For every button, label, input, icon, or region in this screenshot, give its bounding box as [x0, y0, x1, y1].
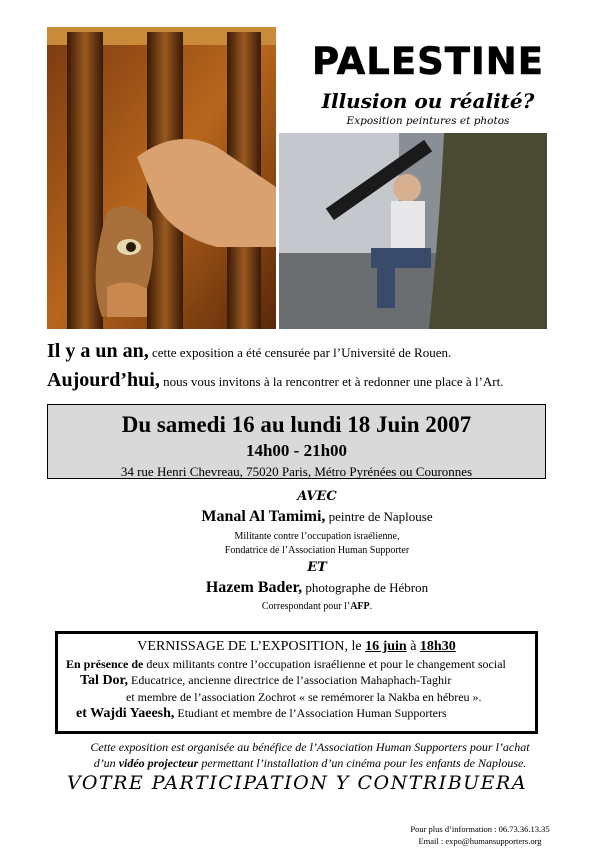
guest1-desc-2: et membre de l’association Zochrot « se remémorer la Nakba en hébreu ».	[126, 690, 482, 704]
vernissage-presence	[66, 656, 535, 672]
with-label: AVEC	[297, 489, 337, 504]
intro-line-1	[47, 340, 587, 363]
presence-rest: deux militants contre l’occupation israélienne et pour le changement social	[143, 657, 506, 671]
artist2-desc	[47, 600, 587, 613]
artist1-desc-1: Militante contre l’occupation israélienne,	[234, 531, 400, 542]
guest1-name: Tal Dor,	[80, 673, 128, 688]
guest2-name: et Wajdi Yaeesh,	[76, 706, 175, 721]
contact-info	[380, 823, 580, 847]
artist1-name: Manal Al Tamimi,	[201, 508, 326, 525]
contact-email: Email : expo@humansupporters.org	[418, 836, 542, 846]
vernissage-le: le	[347, 639, 366, 654]
event-date-box	[47, 404, 546, 479]
intro-line-2	[47, 369, 587, 392]
vernissage-title	[58, 638, 535, 656]
guest2-desc: Etudiant et membre de l’Association Human Supporters	[174, 706, 447, 720]
artist2-desc-org: AFP	[350, 601, 370, 612]
artist2-line	[47, 579, 587, 597]
artist2-desc-suffix: .	[369, 601, 373, 612]
event-dates: Du samedi 16 au lundi 18 Juin 2007	[121, 412, 472, 437]
event-address: 34 rue Henri Chevreau, 75020 Paris, Métro Pyrénées ou Couronnes	[120, 464, 473, 479]
event-hours: 14h00 - 21h00	[245, 441, 348, 460]
vernissage-caps: VERNISSAGE DE L’EXPOSITION,	[137, 639, 348, 654]
slogan: VOTRE PARTICIPATION Y CONTRIBUERA	[66, 772, 528, 794]
note-line-2	[40, 755, 580, 771]
artist2-name: Hazem Bader,	[205, 579, 303, 596]
photo-image	[279, 133, 547, 329]
vernissage-time: 18h30	[419, 639, 456, 654]
intro-text-2: nous vous invitons à la rencontrer et à redonner une place à l’Art.	[159, 374, 504, 389]
poster-title: PALESTINE	[311, 40, 545, 83]
intro-lead-1: Il y a un an,	[47, 340, 149, 362]
note-line-2-bold: vidéo projecteur	[118, 756, 199, 770]
presence-lead: En présence de	[66, 657, 144, 671]
artist1-desc-2: Fondatrice de l’Association Human Supporter	[224, 545, 410, 556]
guest2-line	[76, 705, 535, 722]
artist2-desc-prefix: Correspondant pour l’	[261, 601, 351, 612]
artist1-line	[47, 508, 587, 526]
note-line-1: Cette exposition est organisée au bénéfice de l’Association Human Supporters pour l’achat	[90, 740, 530, 754]
intro-lead-2: Aujourd’hui,	[47, 369, 160, 391]
guest1-line	[80, 672, 535, 689]
poster-subtitle: Illusion ou réalité?	[321, 89, 535, 113]
contact-phone: Pour plus d’information : 06.73.36.13.35	[410, 824, 550, 834]
vernissage-box	[55, 631, 538, 734]
note-line-2a: d’un	[93, 756, 119, 770]
painting-image	[47, 27, 276, 329]
artist2-role: photographe de Hébron	[302, 580, 429, 595]
poster-tagline: Exposition peintures et photos	[346, 115, 510, 127]
vernissage-at: à	[406, 639, 420, 654]
artist1-role: peintre de Naplouse	[325, 509, 433, 524]
note-line-2b: permettant l’installation d’un cinéma pour les enfants de Naplouse.	[198, 756, 527, 770]
vernissage-date: 16 juin	[365, 639, 407, 654]
and-label: ET	[307, 560, 327, 575]
guest1-desc: Educatrice, ancienne directrice de l’association Mahaphach-Taghir	[127, 673, 452, 687]
intro-text-1: cette exposition a été censurée par l’Université de Rouen.	[148, 345, 452, 360]
